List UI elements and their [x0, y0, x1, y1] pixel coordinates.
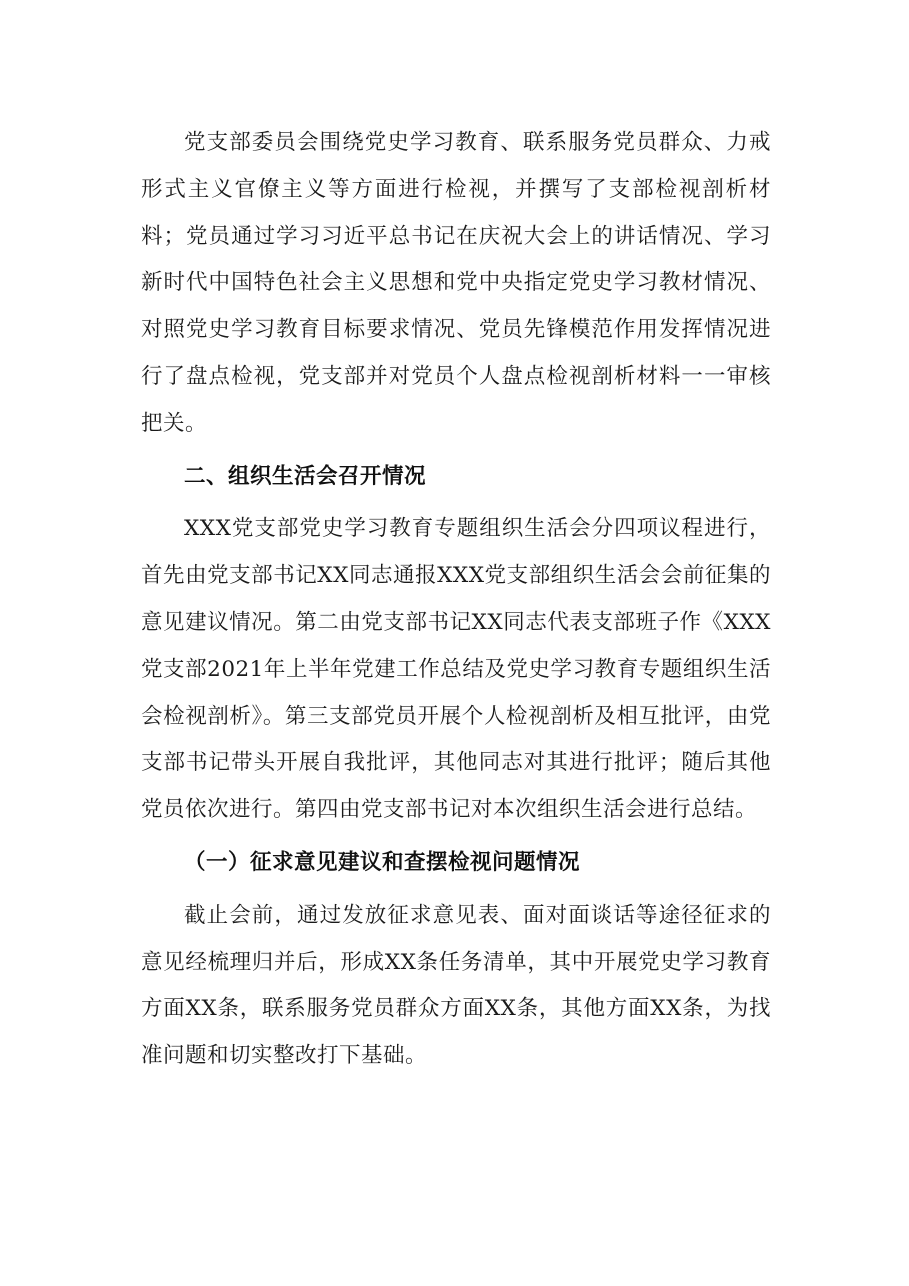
- paragraph-opinions-summary: 截止会前，通过发放征求意见表、面对面谈话等途径征求的意见经梳理归并后，形成XX条任务清单，其中开展党史学习教育方面XX条，联系服务党员群众方面XX条，其他方面XX条，为找准问题和切实整改打下基础。: [141, 902, 771, 1069]
- section-heading-meeting: 二、组织生活会召开情况: [184, 463, 427, 489]
- paragraph-review-materials: 党支部委员会围绕党史学习教育、联系服务党员群众、力戒形式主义官僚主义等方面进行检视，并撰写了支部检视剖析材料；党员通过学习习近平总书记在庆祝大会上的讲话情况、学习新时代中国特色社会主义思想和党中央指定党史学习教材情况、对照党史学习教育目标要求情况、党员先锋模范作用发挥情况进行了盘点检视，党支部并对党员个人盘点检视剖析材料一一审核把关。: [141, 130, 771, 436]
- paragraph-meeting-agenda: XXX党支部党史学习教育专题组织生活会分四项议程进行，首先由党支部书记XX同志通报XXX党支部组织生活会会前征集的意见建议情况。第二由党支部书记XX同志代表支部班子作《XXX党支部2021年上半年党建工作总结及党史学习教育专题组织生活会检视剖析》。第三支部党员开展个人检视剖析及相互批评，由党支部书记带头开展自我批评，其他同志对其进行批评；随后其他党员依次进行。第四由党支部书记对本次组织生活会进行总结。: [141, 516, 771, 823]
- document-page: [141, 120, 771, 1080]
- subsection-heading-opinions: （一）征求意见建议和查摆检视问题情况: [184, 849, 581, 875]
